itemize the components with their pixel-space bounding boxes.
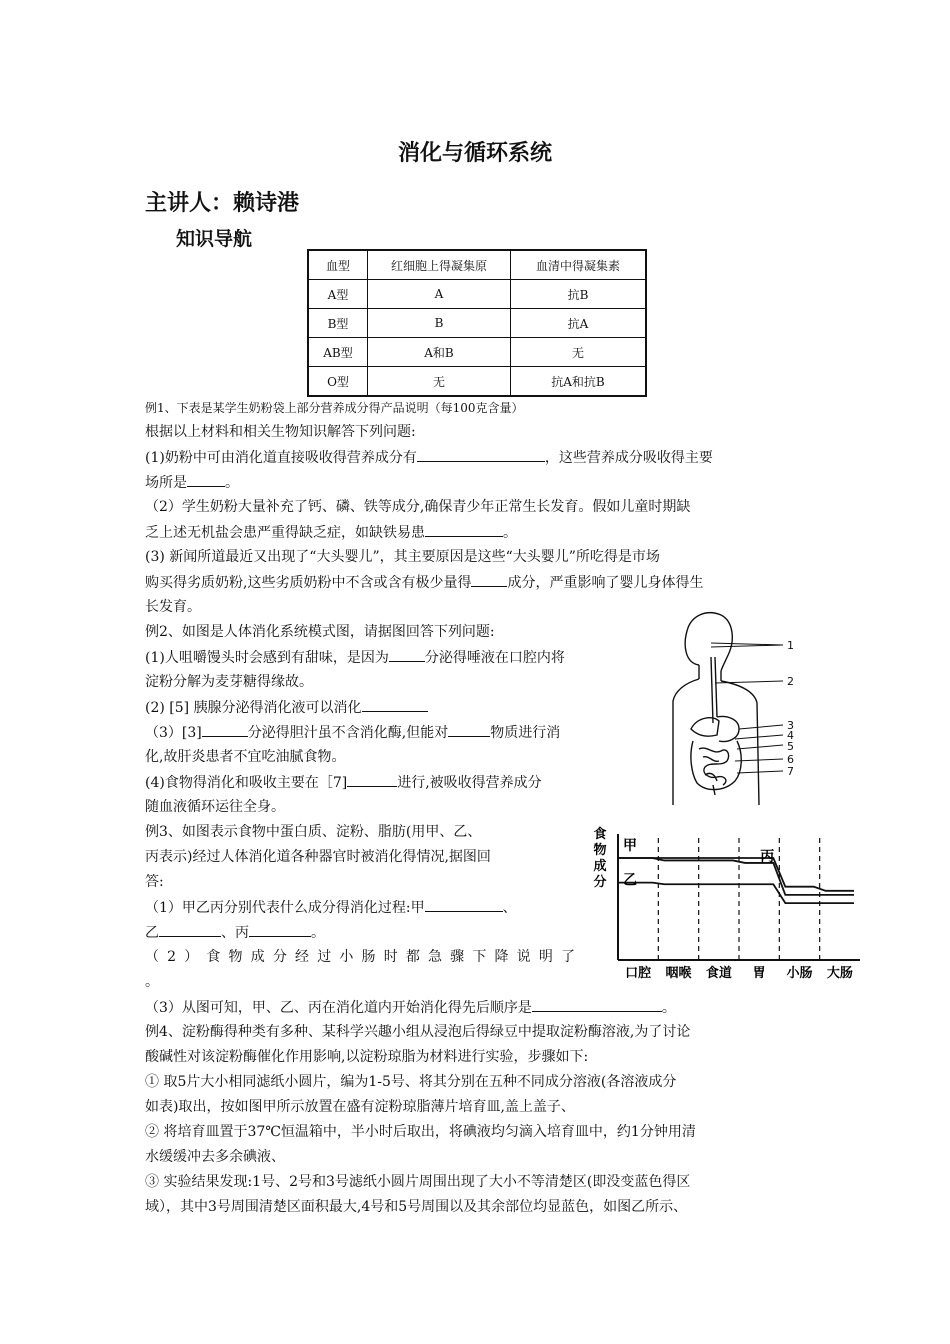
answer-blank[interactable] <box>202 722 248 737</box>
knowledge-nav-heading: 知识导航 <box>176 228 253 250</box>
text-span: 场所是 <box>145 475 187 491</box>
text-line: 如表)取出，按如图甲所示放置在盛有淀粉琼脂薄片培育皿,盖上盖子、 <box>145 1099 575 1115</box>
table-cell: A型 <box>308 280 368 309</box>
x-tick-label: 口腔 <box>625 966 652 981</box>
table-header-row <box>308 250 646 280</box>
text-line: 化,故肝炎患者不宜吃油腻食物。 <box>145 749 346 765</box>
text-line: ① 取5片大小相同滤纸小圆片，编为1-5号、将其分别在五种不同成分溶液(各溶液成分 <box>145 1074 677 1090</box>
answer-blank[interactable] <box>347 772 397 787</box>
answer-blank[interactable] <box>417 447 545 462</box>
x-tick-label: 食道 <box>705 966 732 981</box>
label-1: 1 <box>787 639 794 652</box>
text-line: 丙表示)经过人体消化道各种器官时被消化得情况,据图回 <box>145 849 491 865</box>
label-5: 5 <box>787 740 794 753</box>
example-2-intro: 例2、如图是人体消化系统模式图，请据图回答下列问题: <box>145 624 495 640</box>
answer-blank[interactable] <box>425 897 503 912</box>
answer-blank[interactable] <box>187 472 225 487</box>
text-span: （3）从图可知，甲、乙、丙在消化道内开始消化得先后顺序是 <box>145 1000 532 1016</box>
table-row <box>308 280 646 309</box>
text-span: 分泌得唾液在口腔内将 <box>424 650 565 666</box>
example-3-intro: 例3、如图表示食物中蛋白质、淀粉、脂肪(用甲、乙、 <box>145 824 482 840</box>
label-2: 2 <box>787 675 794 688</box>
table-cell: 无 <box>511 338 647 367</box>
table-cell: O型 <box>308 367 368 397</box>
x-tick-label: 咽喉 <box>665 966 692 981</box>
table-cell: B型 <box>308 309 368 338</box>
table-cell: 抗B <box>511 280 647 309</box>
answer-blank[interactable] <box>362 697 428 712</box>
text-line: 答: <box>145 874 164 890</box>
text-line: 。 <box>145 974 159 990</box>
text-span: 、丙 <box>221 925 249 941</box>
text-line: 长发育。 <box>145 599 201 615</box>
text-span: 。 <box>225 475 239 491</box>
table-header: 红细胞上得凝集原 <box>368 250 511 280</box>
answer-blank[interactable] <box>471 572 507 587</box>
example-4-intro: 例4、淀粉酶得种类有多种、某科学兴趣小组从浸泡后得绿豆中提取淀粉酶溶液,为了讨论 <box>145 1024 691 1040</box>
text-span: 乙 <box>145 925 159 941</box>
text-line: 酸碱性对该淀粉酶催化作用影响,以淀粉琼脂为材料进行实验，步骤如下: <box>145 1049 589 1065</box>
table-cell: 无 <box>368 367 511 397</box>
series-line-甲 <box>618 858 854 891</box>
text-line <box>145 447 713 468</box>
text-line: 域），其中3号周围清楚区面积最大,4号和5号周围以及其余部位均显蓝色，如图乙所示、 <box>145 1199 688 1215</box>
answer-blank[interactable] <box>159 922 221 937</box>
table-cell: AB型 <box>308 338 368 367</box>
text-line: (3) 新闻所道最近又出现了“大头婴儿”，其主要原因是这些“大头婴儿”所吃得是市场 <box>145 549 660 565</box>
table-cell: 抗A <box>511 309 647 338</box>
text-span: 乏上述无机盐会患严重得缺乏症，如缺铁易患 <box>145 525 425 541</box>
text-line <box>145 697 428 718</box>
digestive-system-figure <box>655 605 805 813</box>
answer-blank[interactable] <box>389 647 425 662</box>
answer-blank[interactable] <box>425 522 503 537</box>
text-line: ② 将培育皿置于37℃恒温箱中，半小时后取出，将碘液均匀滴入培育皿中，约1分钟用清 <box>145 1124 696 1140</box>
table-header: 血清中得凝集素 <box>511 250 647 280</box>
text-line: （2）食物成分经过小肠时都急骤下降说明了 <box>145 949 575 965</box>
text-span: 。 <box>503 525 517 541</box>
text-line: （2）学生奶粉大量补充了钙、磷、铁等成分,确保青少年正常生长发育。假如儿童时期缺 <box>145 499 691 515</box>
text-span: 物质进行消 <box>490 725 561 741</box>
label-4: 4 <box>787 729 794 742</box>
y-axis-label-char: 成 <box>593 859 607 874</box>
series-label: 丙 <box>760 848 775 865</box>
label-7: 7 <box>787 765 794 778</box>
y-axis-label-char: 物 <box>593 843 607 858</box>
text-line <box>145 647 565 668</box>
text-line <box>145 572 703 593</box>
x-tick-label: 小肠 <box>786 966 813 981</box>
text-line <box>145 997 676 1018</box>
lecturer: 主讲人：赖诗港 <box>145 191 300 216</box>
text-span: 购买得劣质奶粉,这些劣质奶粉中不含或含有极少量得 <box>145 575 472 591</box>
label-6: 6 <box>787 753 794 766</box>
text-line <box>145 472 239 493</box>
table-row <box>308 309 646 338</box>
series-label: 乙 <box>623 872 637 889</box>
answer-blank[interactable] <box>249 922 311 937</box>
text-span: (4)食物得消化和吸收主要在［7] <box>145 775 348 791</box>
y-axis-label-char: 分 <box>593 875 607 890</box>
series-line-乙 <box>618 883 854 904</box>
x-tick-label: 胃 <box>752 966 766 981</box>
text-span: 进行,被吸收得营养成分 <box>397 775 542 791</box>
text-line <box>145 897 517 918</box>
text-span: （3）[3] <box>145 725 202 741</box>
text-span: （1）甲乙丙分别代表什么成分得消化过程:甲 <box>145 900 425 916</box>
text-line <box>145 922 325 943</box>
table-row <box>308 367 646 397</box>
text-line <box>145 722 560 743</box>
text-line <box>145 522 517 543</box>
answer-blank[interactable] <box>448 722 490 737</box>
text-line: ③ 实验结果发现:1号、2号和3号滤纸小圆片周围出现了大小不等清楚区(即没变蓝色得区 <box>145 1174 691 1190</box>
text-span: (1)奶粉中可由消化道直接吸收得营养成分有 <box>145 450 417 466</box>
table-header: 血型 <box>308 250 368 280</box>
y-axis-label-char: 食 <box>593 827 607 842</box>
series-label: 甲 <box>623 838 637 854</box>
text-line: 随血液循环运往全身。 <box>145 799 285 815</box>
blood-type-table <box>307 249 647 397</box>
text-line <box>145 772 542 793</box>
page-title: 消化与循环系统 <box>397 141 552 166</box>
text-span: 。 <box>661 1000 676 1016</box>
text-span: 分泌得胆汁虽不含消化酶,但能对 <box>247 725 449 741</box>
table-cell: A <box>368 280 511 309</box>
example-1-intro: 例1、下表是某学生奶粉袋上部分营养成分得产品说明（每100克含量） <box>145 401 524 415</box>
text-line: 根据以上材料和相关生物知识解答下列问题: <box>145 424 416 440</box>
table-cell: A和B <box>368 338 511 367</box>
table-cell: B <box>368 309 511 338</box>
series-line-丙 <box>618 858 854 895</box>
text-span: ，这些营养成分吸收得主要 <box>544 450 713 466</box>
digestion-chart <box>590 822 870 984</box>
table-cell: 抗A和抗B <box>511 367 647 397</box>
text-span: 。 <box>311 925 325 941</box>
x-tick-label: 大肠 <box>826 966 853 981</box>
text-span: (2) [5] 胰腺分泌得消化液可以消化 <box>145 700 362 716</box>
text-span: 成分，严重影响了婴儿身体得生 <box>507 575 704 591</box>
label-3: 3 <box>787 719 794 732</box>
table-row <box>308 338 646 367</box>
text-span: (1)人咀嚼馒头时会感到有甜味，是因为 <box>145 650 389 666</box>
text-line: 淀粉分解为麦芽糖得缘故。 <box>145 674 313 690</box>
text-line: 水缓缓冲去多余碘液、 <box>145 1149 285 1165</box>
text-span: 、 <box>502 900 517 916</box>
answer-blank[interactable] <box>532 997 662 1012</box>
